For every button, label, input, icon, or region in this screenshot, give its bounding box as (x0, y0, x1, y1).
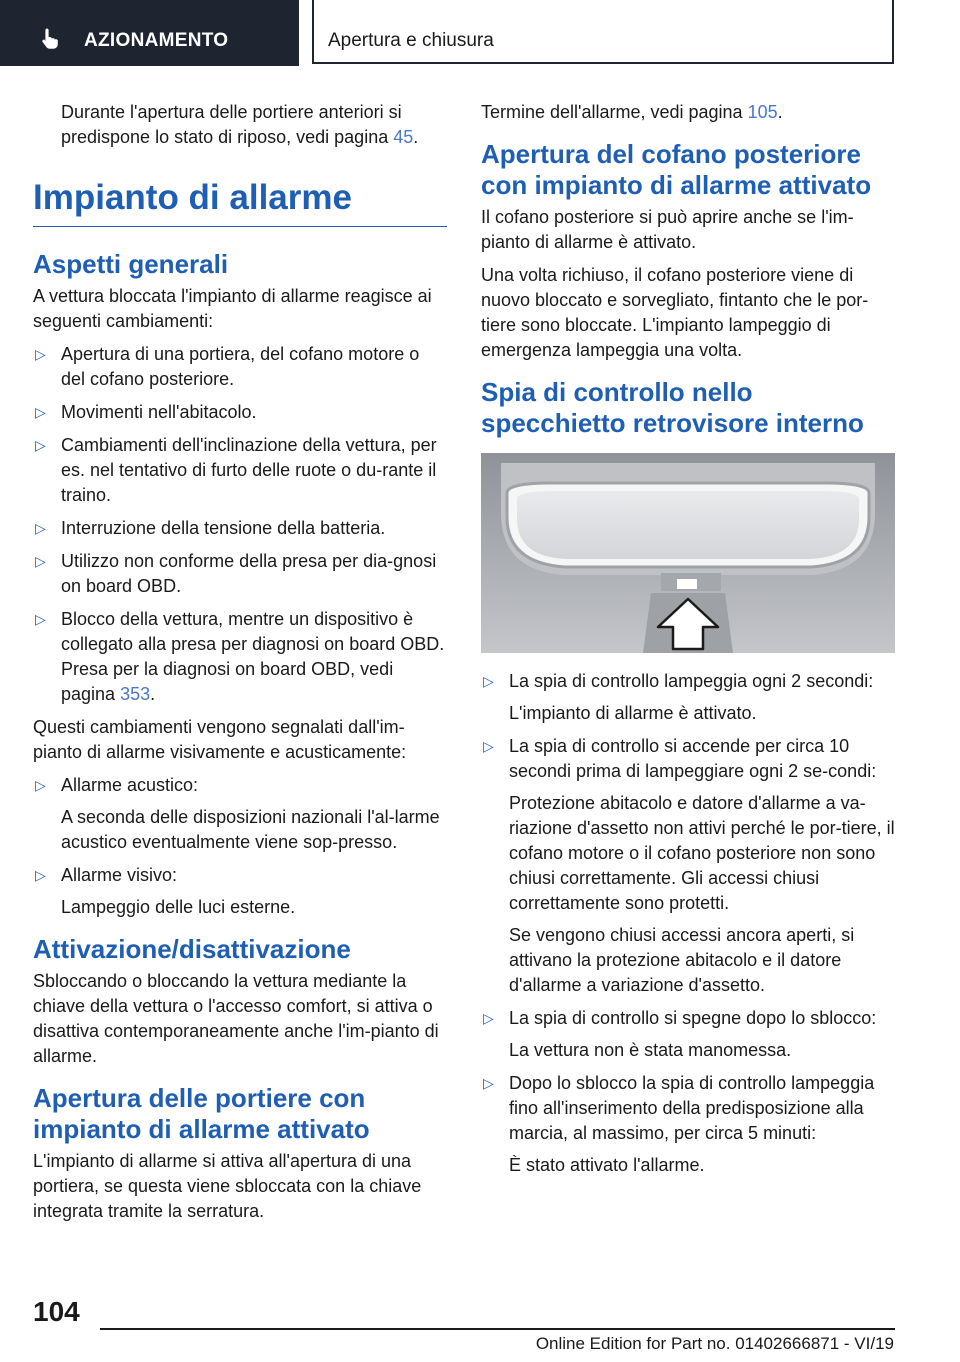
chapter-title: Apertura e chiusura (328, 30, 494, 51)
list-item: ▷ Utilizzo non conforme della presa per dia-gnosi on board OBD. (35, 551, 437, 596)
list-item: ▷ Allarme visivo: Lampeggio delle luci esterne. (35, 865, 296, 917)
list-item: ▷ Allarme acustico: A seconda delle disposizioni nazionali l'al-larme acustico eventualmente viene sop-presso. (35, 775, 440, 852)
header-section-tab (0, 0, 299, 66)
list-item: ▷ Dopo lo sblocco la spia di controllo lampeggia fino all'inserimento della predisposizione alla marcia, al massimo, per circa 5 minuti: È stato attivato l'allarme. (483, 1073, 875, 1175)
header-chapter-box (312, 0, 894, 64)
page-link[interactable]: 353 (120, 684, 151, 704)
paragraph: L'impianto di allarme si attiva all'apertura di una portiera, se questa viene sbloccata con la chiave integrata tramite la serratura. (33, 1151, 422, 1221)
triangle-bullet-icon: ▷ (483, 1010, 494, 1026)
section-heading: Apertura del cofano posteriore con impianto di allarme attivato (481, 139, 872, 200)
page-title: Impianto di allarme (33, 176, 447, 227)
rearview-mirror-illustration (481, 453, 895, 653)
footer-divider (100, 1328, 895, 1330)
paragraph: Termine dell'allarme, vedi pagina 105. (481, 102, 783, 122)
page-link[interactable]: 105 (747, 102, 778, 122)
intro-paragraph: Durante l'apertura delle portiere anteriori si predispone lo stato di riposo, vedi pagina 45. (61, 102, 419, 147)
list-item: ▷ Movimenti nell'abitacolo. (33, 400, 447, 425)
section-title: AZIONAMENTO (84, 30, 229, 51)
list-item: ▷ La spia di controllo si spegne dopo lo sblocco: La vettura non è stata manomessa. (483, 1008, 877, 1060)
paragraph: Questi cambiamenti vengono segnalati dall'im-pianto di allarme visivamente e acusticamente: (33, 717, 407, 762)
triangle-bullet-icon: ▷ (35, 437, 46, 453)
section-heading: Aspetti generali (33, 249, 229, 279)
left-column (33, 100, 447, 1232)
section-heading: Apertura delle portiere con impianto di allarme attivato (33, 1083, 370, 1144)
list-item: ▷ Blocco della vettura, mentre un dispositivo è collegato alla presa per diagnosi on board OBD. Presa per la diagnosi on board OBD, vedi pagina 353. (35, 609, 445, 704)
page-link[interactable]: 45 (393, 127, 414, 147)
list-item: ▷ Cambiamenti dell'inclinazione della vettura, per es. nel tentativo di furto delle ruote o du-rante il traino. (35, 435, 437, 505)
paragraph: Sbloccando o bloccando la vettura mediante la chiave della vettura o l'accesso comfort, si attiva o disattiva contemporaneamente anche l'im-pianto di allarme. (33, 971, 439, 1066)
triangle-bullet-icon: ▷ (35, 346, 46, 362)
triangle-bullet-icon: ▷ (483, 738, 494, 754)
alarm-list (33, 773, 447, 920)
triangle-bullet-icon: ▷ (483, 1075, 494, 1091)
right-column (481, 100, 895, 1186)
triangle-bullet-icon: ▷ (35, 777, 46, 793)
triangle-bullet-icon: ▷ (35, 404, 46, 420)
paragraph: Il cofano posteriore si può aprire anche se l'im-pianto di allarme è attivato. (481, 207, 854, 252)
change-list (33, 342, 447, 707)
hand-pointer-icon (38, 26, 62, 50)
triangle-bullet-icon: ▷ (35, 867, 46, 883)
section-heading: Attivazione/disattivazione (33, 934, 351, 964)
page-number: 104 (33, 1296, 80, 1327)
list-item: ▷ La spia di controllo lampeggia ogni 2 secondi: L'impianto di allarme è attivato. (483, 671, 874, 723)
list-item: ▷ Interruzione della tensione della batteria. (33, 516, 447, 541)
paragraph: Una volta richiuso, il cofano posteriore viene di nuovo bloccato e sorvegliato, fintanto che le por-tiere sono bloccate. L'impianto lampeggio di emergenza lampeggia una volta. (481, 265, 869, 360)
edition-note: Online Edition for Part no. 01402666871 - VI/19 (535, 1334, 894, 1353)
triangle-bullet-icon: ▷ (35, 611, 46, 627)
section-heading: Spia di controllo nello specchietto retrovisore interno (481, 377, 864, 438)
triangle-bullet-icon: ▷ (483, 673, 494, 689)
triangle-bullet-icon: ▷ (35, 553, 46, 569)
list-item: ▷ Apertura di una portiera, del cofano motore o del cofano posteriore. (35, 344, 420, 389)
paragraph: A vettura bloccata l'impianto di allarme reagisce ai seguenti cambiamenti: (33, 286, 432, 331)
triangle-bullet-icon: ▷ (35, 520, 46, 536)
list-item: ▷ La spia di controllo si accende per circa 10 secondi prima di lampeggiare ogni 2 se-condi: Protezione abitacolo e datore d'allarme a va-riazione d'assetto non attivi perché le por-tiere, il cofano motore o il cofano posteriore non sono chiusi correttamente. Gli accessi chiusi correttamente sono protetti. Se vengono chiusi accessi ancora aperti, si attivano la protezione abitacolo e il datore d'allarme a variazione d'assetto. (483, 736, 895, 995)
indicator-list (481, 669, 895, 1178)
